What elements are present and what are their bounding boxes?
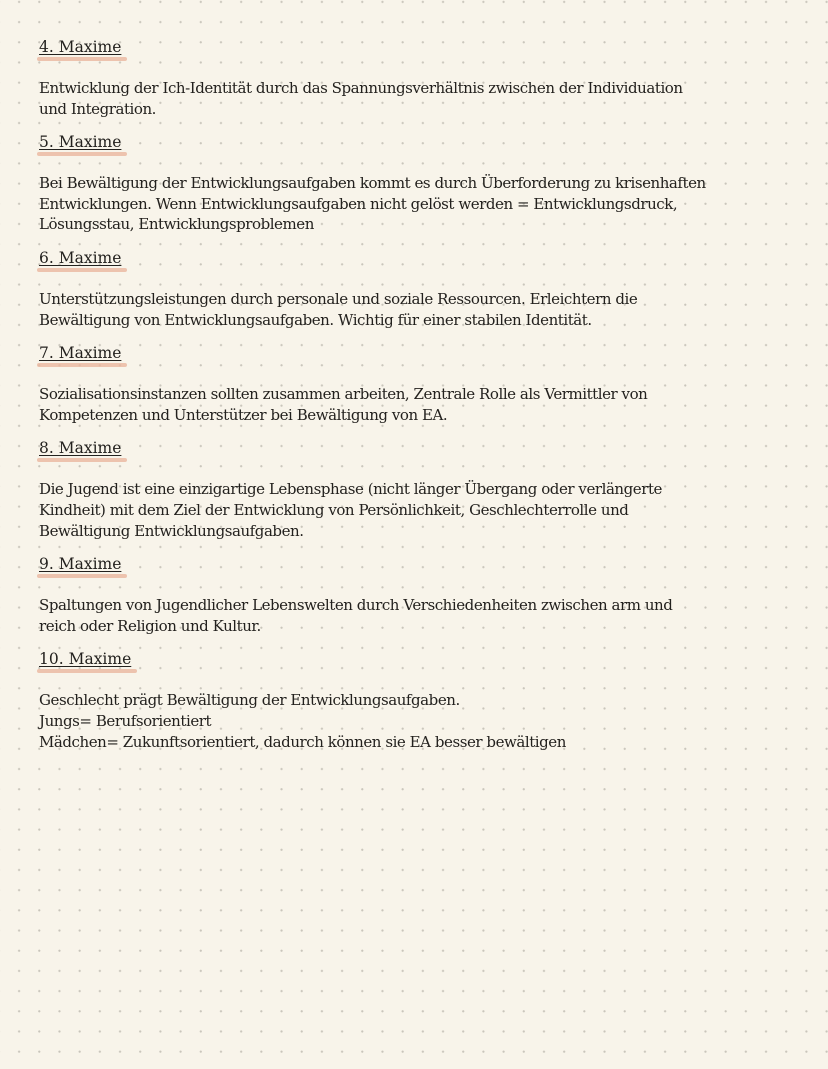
section-heading: 10. Maxime <box>39 648 134 670</box>
text-line: Die Jugend ist eine einzigartige Lebensphase (nicht länger Übergang oder verlängerte <box>39 480 662 499</box>
text-line: Unterstützungsleistungen durch personale und soziale Ressourcen. Erleichtern die <box>39 289 638 308</box>
text-line: Mädchen= Zukunftsorientiert, dadurch können sie EA besser bewältigen <box>39 732 566 751</box>
section-heading: 6. Maxime <box>39 247 124 269</box>
section-maxime-10 <box>39 648 809 752</box>
text-line: reich oder Religion und Kultur. <box>39 616 261 635</box>
text-line: und Integration. <box>39 99 156 118</box>
section-maxime-5 <box>39 131 809 235</box>
section-body <box>39 384 809 425</box>
section-body <box>39 595 809 636</box>
text-line: Sozialisationsinstanzen sollten zusammen arbeiten, Zentrale Rolle als Vermittler von <box>39 385 648 404</box>
text-line: Kompetenzen und Unterstützer bei Bewältigung von EA. <box>39 405 448 424</box>
text-line: Bewältigung Entwicklungsaufgaben. <box>39 521 304 540</box>
section-maxime-7 <box>39 342 809 425</box>
section-body <box>39 173 809 235</box>
text-line: Bewältigung von Entwicklungsaufgaben. Wichtig für einer stabilen Identität. <box>39 310 592 329</box>
notes-page <box>39 36 809 752</box>
section-heading: 5. Maxime <box>39 131 124 153</box>
text-line: Jungs= Berufsorientiert <box>39 711 212 730</box>
text-line: Spaltungen von Jugendlicher Lebenswelten durch Verschiedenheiten zwischen arm und <box>39 596 673 615</box>
section-body <box>39 78 809 119</box>
section-maxime-6 <box>39 247 809 330</box>
section-heading: 4. Maxime <box>39 36 124 58</box>
section-body <box>39 289 809 330</box>
text-line: Geschlecht prägt Bewältigung der Entwicklungsaufgaben. <box>39 691 460 710</box>
section-heading: 9. Maxime <box>39 553 124 575</box>
section-heading: 7. Maxime <box>39 342 124 364</box>
text-line: Entwicklungen. Wenn Entwicklungsaufgaben nicht gelöst werden = Entwicklungsdruck, <box>39 194 678 213</box>
section-maxime-4 <box>39 36 809 119</box>
section-maxime-9 <box>39 553 809 636</box>
text-line: Entwicklung der Ich-Identität durch das Spannungsverhältnis zwischen der Individuation <box>39 79 683 97</box>
text-line: Bei Bewältigung der Entwicklungsaufgaben kommt es durch Überforderung zu krisenhaften <box>39 174 706 193</box>
section-body <box>39 690 809 752</box>
text-line: Lösungsstau, Entwicklungsproblemen <box>39 215 314 234</box>
section-heading: 8. Maxime <box>39 437 124 459</box>
section-body <box>39 479 809 541</box>
section-maxime-8 <box>39 437 809 541</box>
text-line: Kindheit) mit dem Ziel der Entwicklung von Persönlichkeit, Geschlechterrolle und <box>39 500 629 519</box>
